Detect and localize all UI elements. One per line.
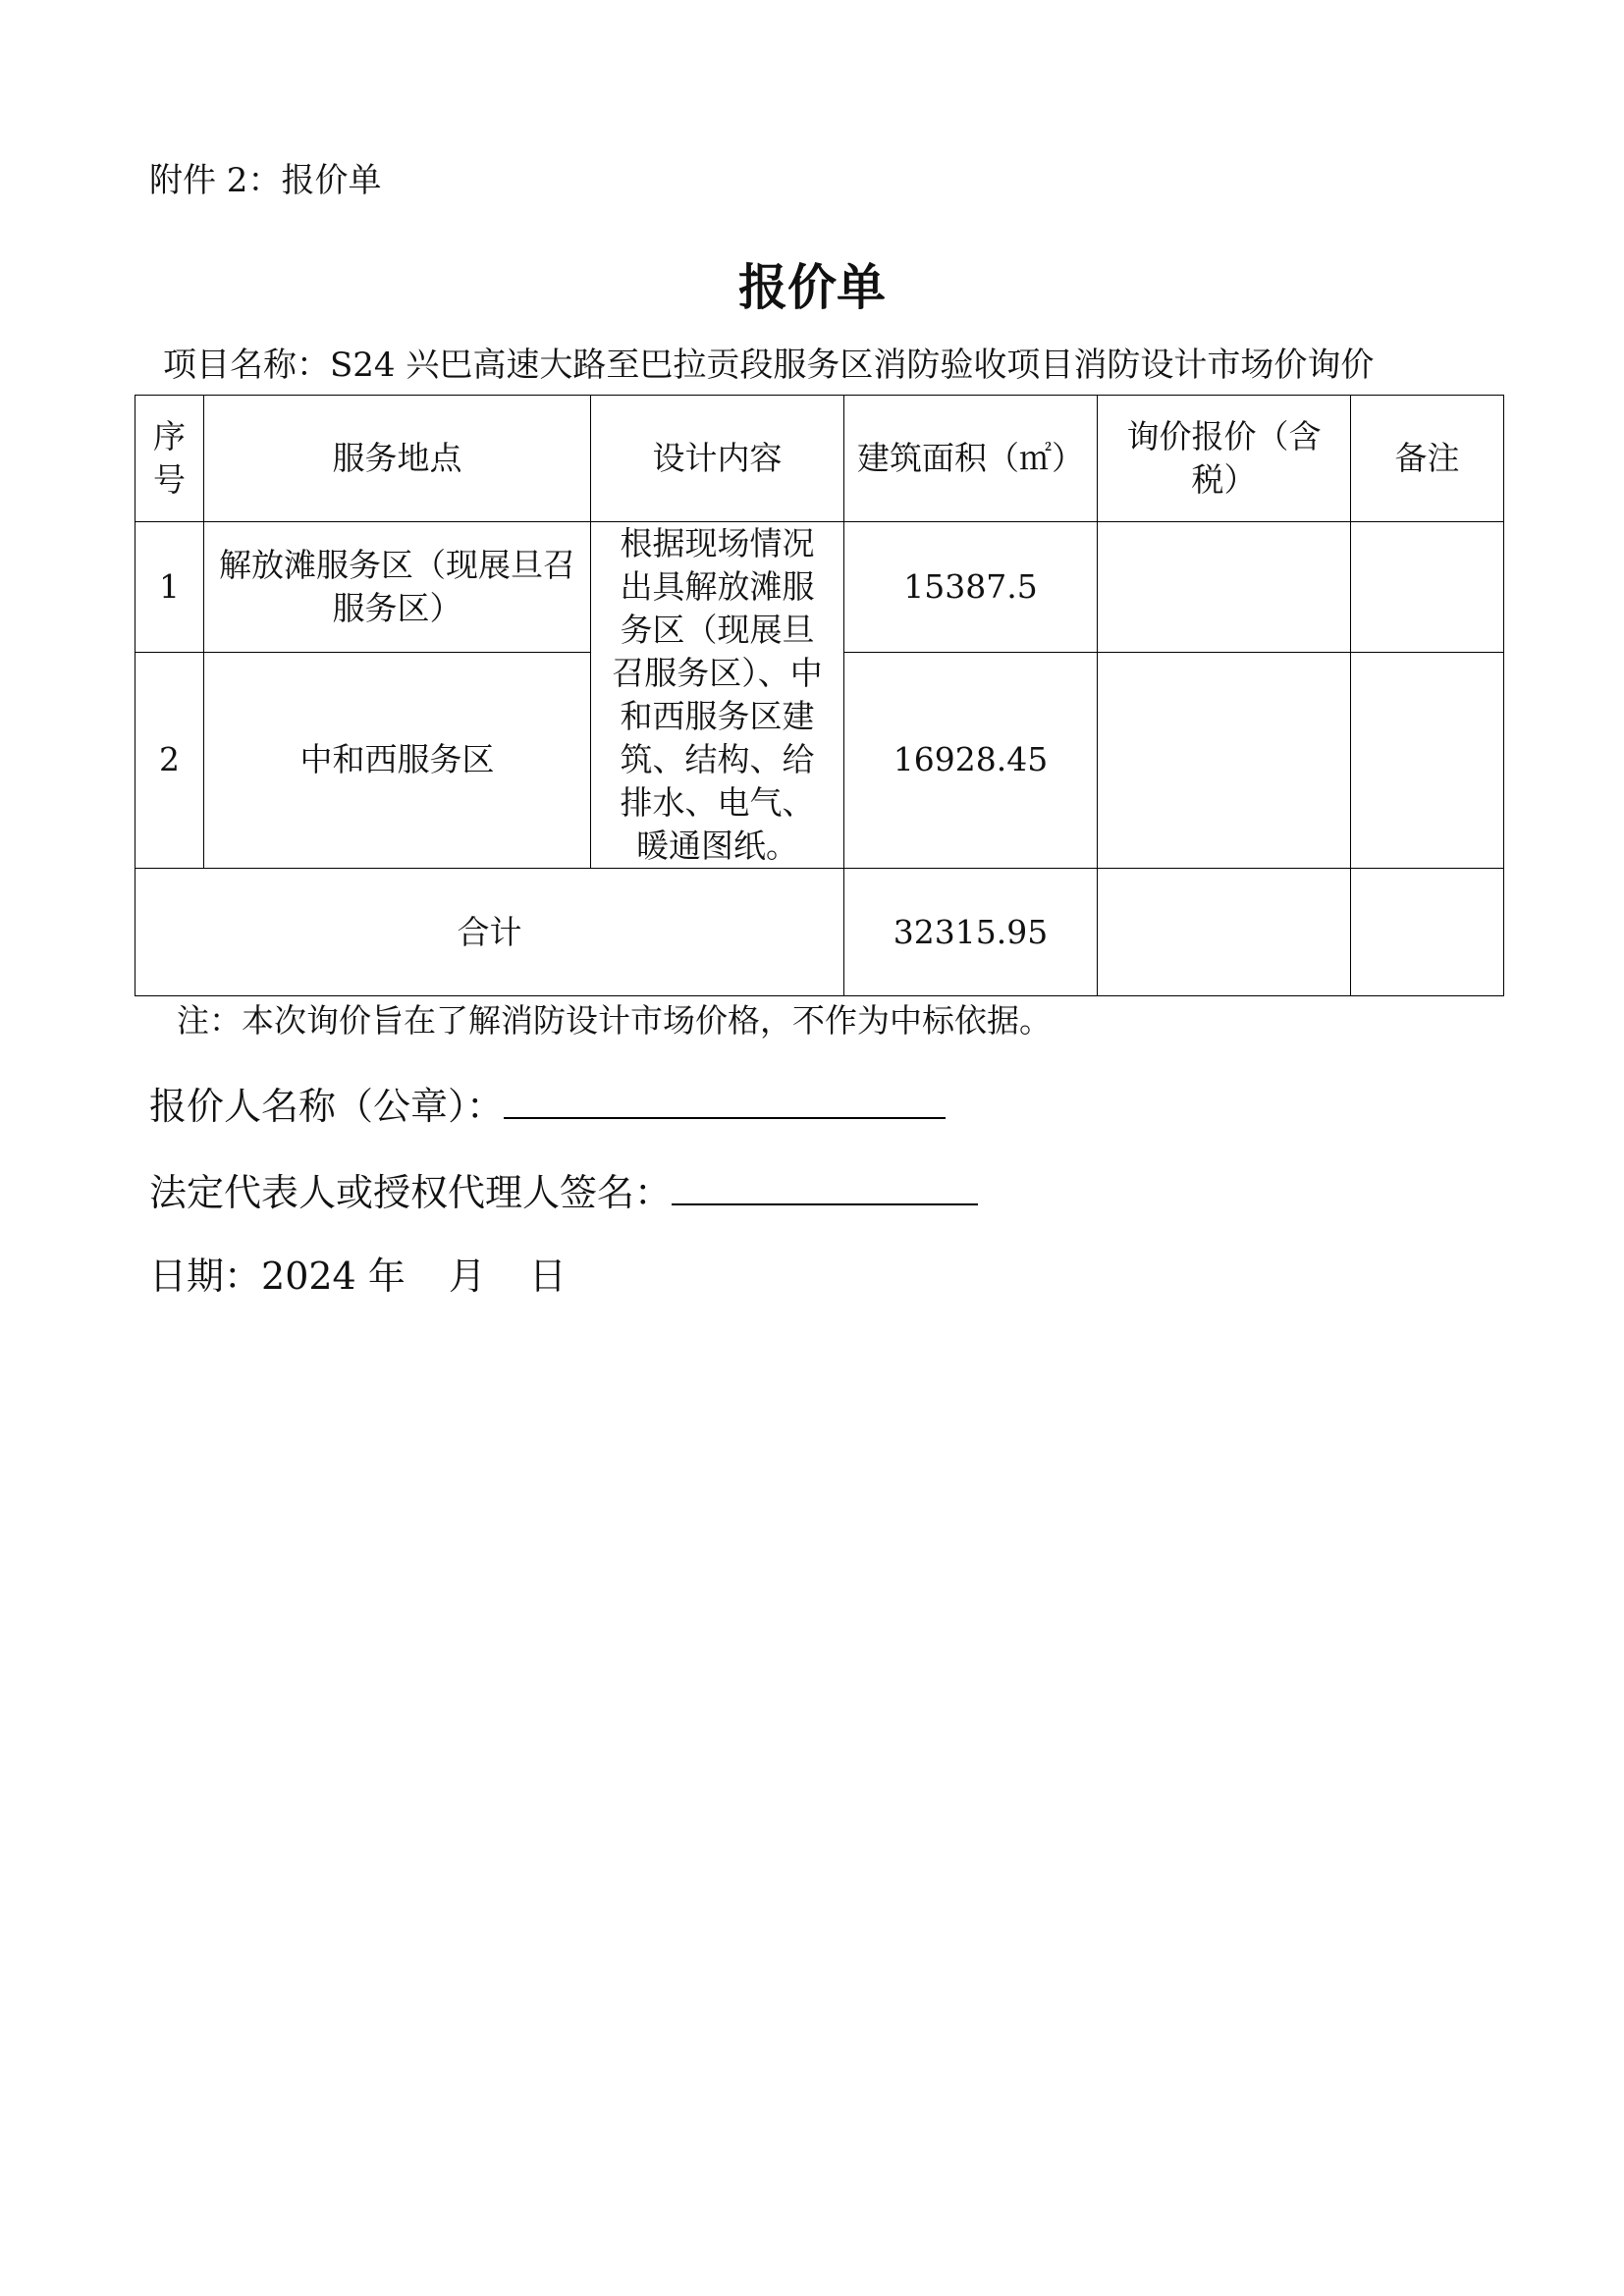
company-seal-label: 报价人名称（公章）： [149, 1085, 505, 1128]
date-year-unit: 年 [367, 1255, 406, 1298]
table-header-row [135, 396, 1504, 522]
total-area: 32315.95 [844, 869, 1098, 996]
date-label: 日期： [149, 1255, 262, 1298]
representative-signature-blank[interactable] [672, 1164, 978, 1205]
row-quote[interactable] [1098, 522, 1351, 653]
row-seq: 1 [135, 522, 204, 653]
date-line [149, 1251, 567, 1302]
design-content-text: 根据现场情况出具解放滩服务区（现展旦召服务区）、中和西服务区建筑、结构、给排水、电气、暖通图纸。 [612, 524, 823, 865]
date-day-unit: 日 [528, 1255, 567, 1298]
project-name-line: 项目名称：S24 兴巴高速大路至巴拉贡段服务区消防验收项目消防设计市场价询价 [163, 346, 1375, 385]
date-month-unit: 月 [448, 1255, 486, 1298]
header-seq: 序号 [135, 396, 204, 522]
date-year: 2024 [261, 1255, 356, 1298]
representative-signature-label: 法定代表人或授权代理人签名： [149, 1171, 673, 1214]
total-label: 合计 [135, 869, 844, 996]
row-location: 中和西服务区 [204, 652, 591, 868]
row-area: 16928.45 [844, 652, 1098, 868]
table-row [135, 522, 1504, 653]
note-text: 注：本次询价旨在了解消防设计市场价格，不作为中标依据。 [177, 1001, 1052, 1040]
header-location: 服务地点 [204, 396, 591, 522]
row-seq: 2 [135, 652, 204, 868]
total-remarks[interactable] [1351, 869, 1504, 996]
row-location: 解放滩服务区（现展旦召服务区） [204, 522, 591, 653]
row-remarks[interactable] [1351, 522, 1504, 653]
company-seal-line [149, 1078, 946, 1132]
total-row [135, 869, 1504, 996]
company-seal-blank[interactable] [504, 1078, 946, 1119]
attachment-label: 附件 2：报价单 [149, 161, 382, 200]
quote-table [135, 395, 1504, 996]
header-area: 建筑面积（㎡） [844, 396, 1098, 522]
document-title: 报价单 [738, 259, 886, 316]
design-content-cell [591, 522, 844, 869]
total-quote[interactable] [1098, 869, 1351, 996]
row-remarks[interactable] [1351, 652, 1504, 868]
row-area: 15387.5 [844, 522, 1098, 653]
representative-signature-line [149, 1164, 978, 1218]
row-quote[interactable] [1098, 652, 1351, 868]
header-design-content: 设计内容 [591, 396, 844, 522]
header-remarks: 备注 [1351, 396, 1504, 522]
header-quote: 询价报价（含税） [1098, 396, 1351, 522]
